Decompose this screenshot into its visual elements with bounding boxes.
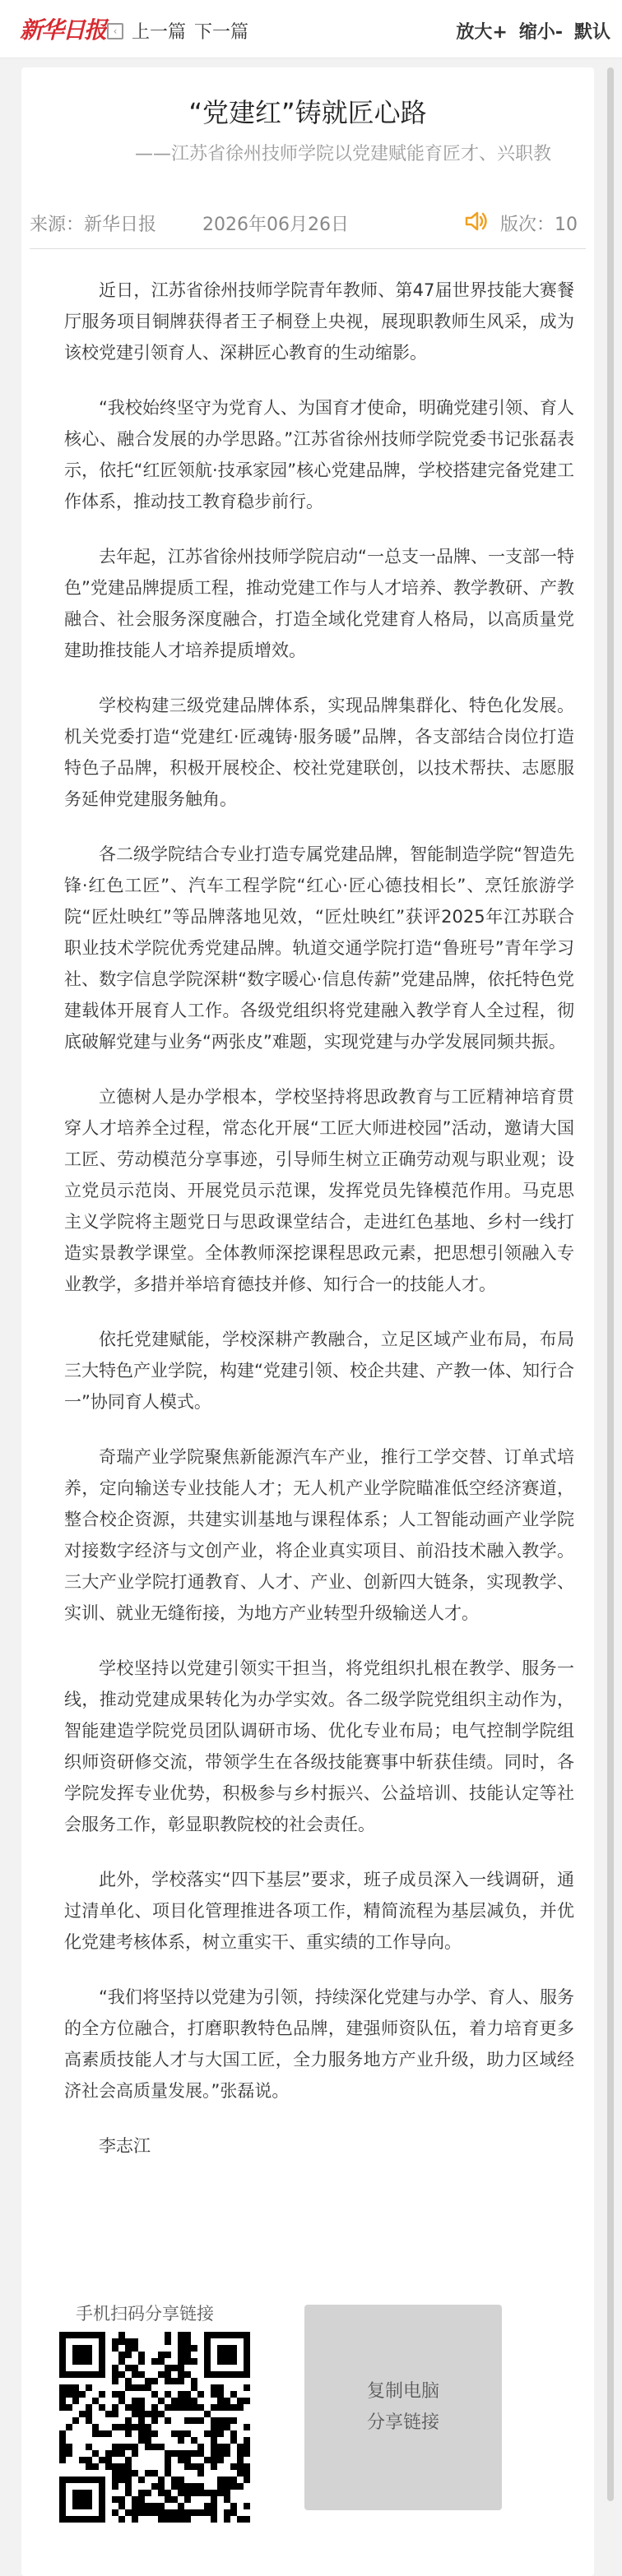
speaker-icon[interactable] (464, 210, 489, 232)
article-meta (30, 196, 586, 249)
zoom-out-button[interactable]: 缩小- (518, 22, 563, 43)
article-paragraph: 各二级学院结合专业打造专属党建品牌，智能制造学院“智造先锋·红色工匠”、汽车工程学院“红心·匠心德技相长”、烹饪旅游学院“匠灶映红”等品牌落地见效，“匠灶映红”获评2025年江苏联合职业技术学院优秀党建品牌。轨道交通学院打造“鲁班号”青年学习社、数字信息学院深耕“数字暖心·信息传薪”党建品牌，依托特色党建载体开展育人工作。各级党组织将党建融入教学育人全过程，彻底破解党建与业务“两张皮”难题，实现党建与办学发展同频共振。 (64, 844, 574, 1052)
article-paragraph: 近日，江苏省徐州技师学院青年教师、第47届世界技能大赛餐厅服务项目铜牌获得者王子桐登上央视，展现职教师生风采，成为该校党建引领育人、深耕匠心教育的生动缩影。 (64, 280, 574, 363)
font-size-controls (456, 18, 610, 44)
zoom-default-button[interactable]: 默认 (573, 22, 610, 43)
scrollbar-thumb[interactable] (607, 67, 614, 2501)
article-body (64, 275, 574, 2162)
article-nav (107, 18, 248, 44)
article-paragraph: “我们将坚持以党建为引领，持续深化党建与办学、育人、服务的全方位融合，打磨职教特色品牌，建强师资队伍，着力培育更多高素质技能人才与大国工匠，全力服务地方产业升级，助力区域经济社会高质量发展。”张磊说。 (64, 1987, 574, 2101)
article-title: “党建红”铸就匠心路 (188, 97, 427, 128)
article-page-number: 版次：10 (500, 215, 578, 235)
article-source: 来源：新华日报 (30, 215, 157, 235)
next-article-link[interactable]: 下一篇 (194, 22, 249, 43)
page-scrollbar[interactable] (606, 67, 615, 2567)
chevron-left-icon: ‹ (107, 23, 123, 39)
article-author: 李志江 (99, 2136, 151, 2156)
article-paragraph: “我校始终坚守为党育人、为国育才使命，明确党建引领、育人核心、融合发展的办学思路。”江苏省徐州技师学院党委书记张磊表示，依托“红匠领航·技承家园”核心党建品牌，学校搭建完备党建工作体系，推动技工教育稳步前行。 (64, 398, 574, 511)
article-card (21, 67, 594, 2576)
zoom-in-button[interactable]: 放大+ (456, 22, 508, 43)
article-paragraph: 去年起，江苏省徐州技师学院启动“一总支一品牌、一支部一特色”党建品牌提质工程，推动党建工作与人才培养、教学教研、产教融合、社会服务深度融合，打造全域化党建育人格局，以高质量党建助推技能人才培养提质增效。 (64, 547, 574, 660)
article-paragraph: 立德树人是办学根本，学校坚持将思政教育与工匠精神培育贯穿人才培养全过程，常态化开展“工匠大师进校园”活动，邀请大国工匠、劳动模范分享事迹，引导师生树立正确劳动观与职业观；设立党员示范岗、开展党员示范课，发挥党员先锋模范作用。马克思主义学院将主题党日与思政课堂结合，走进红色基地、乡村一线打造实景教学课堂。全体教师深挖课程思政元素，把思想引领融入专业教学，多措并举培育德技并修、知行合一的技能人才。 (64, 1087, 574, 1294)
top-toolbar (0, 0, 622, 58)
article-subtitle: ——江苏省徐州技师学院以党建赋能育匠才、兴职教 (134, 144, 551, 164)
prev-article-link[interactable]: 上一篇 (132, 22, 187, 43)
article-paragraph: 此外，学校落实“四下基层”要求，班子成员深入一线调研，通过清单化、项目化管理推进各项工作，精简流程为基层减负，并优化党建考核体系，树立重实干、重实绩的工作导向。 (64, 1870, 574, 1952)
article-date: 2026年06月26日 (202, 215, 349, 235)
article-paragraph: 学校构建三级党建品牌体系，实现品牌集群化、特色化发展。机关党委打造“党建红·匠魂铸·服务暖”品牌，各支部结合岗位打造特色子品牌，积极开展校企、校社党建联创，以技术帮扶、志愿服务延伸党建服务触角。 (64, 696, 574, 809)
article-paragraph: 奇瑞产业学院聚焦新能源汽车产业，推行工学交替、订单式培养，定向输送专业技能人才；无人机产业学院瞄准低空经济赛道，整合校企资源，共建实训基地与课程体系；人工智能动画产业学院对接数字经济与文创产业，将企业真实项目、前沿技术融入教学。三大产业学院打通教育、人才、产业、创新四大链条，实现教学、实训、就业无缝衔接，为地方产业转型升级输送人才。 (64, 1447, 574, 1623)
qr-share-label: 手机扫码分享链接 (76, 2304, 214, 2324)
article-paragraph: 依托党建赋能，学校深耕产教融合，立足区域产业布局，布局三大特色产业学院，构建“党建引领、校企共建、产教一体、知行合一”协同育人模式。 (64, 1330, 574, 1412)
copy-link-button[interactable] (304, 2305, 502, 2510)
copy-link-label: 复制电脑 分享链接 (366, 2381, 439, 2433)
share-qr-code (59, 2332, 250, 2523)
xinhua-daily-logo[interactable]: 新华日报 (20, 16, 106, 44)
article-paragraph: 学校坚持以党建引领实干担当，将党组织扎根在教学、服务一线，推动党建成果转化为办学实效。各二级学院党组织主动作为，智能建造学院党员团队调研市场、优化专业布局；电气控制学院组织师资研修交流，带领学生在各级技能赛事中斩获佳绩。同时，各学院发挥专业优势，积极参与乡村振兴、公益培训、技能认定等社会服务工作，彰显职教院校的社会责任。 (64, 1658, 574, 1834)
